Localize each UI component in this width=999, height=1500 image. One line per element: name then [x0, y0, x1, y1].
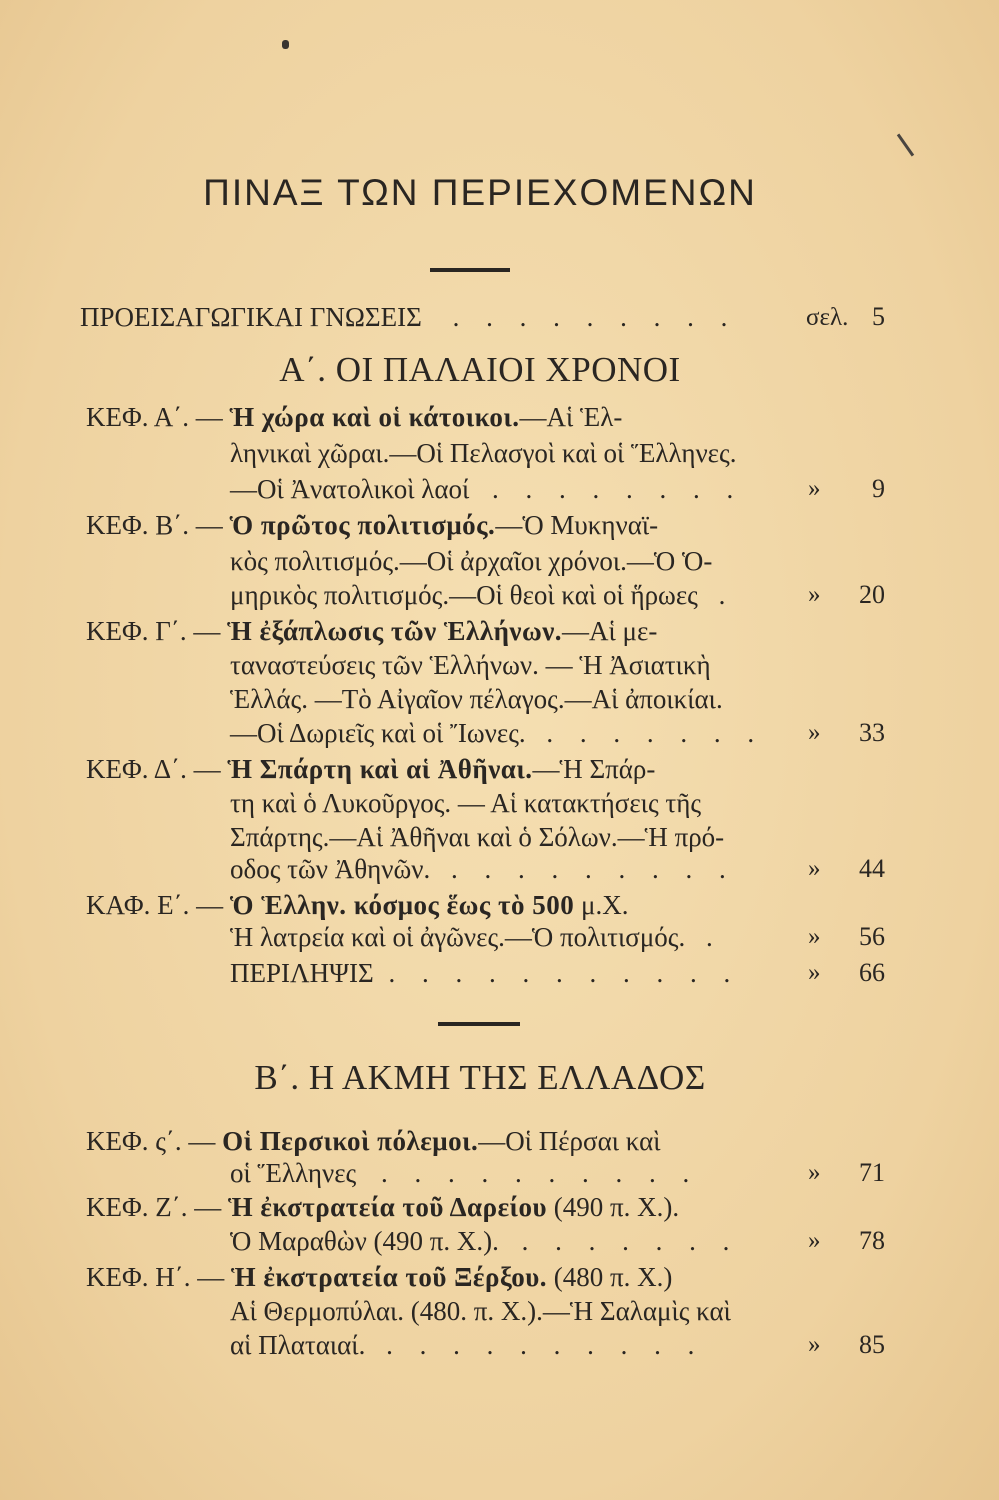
chapter-line: Αἱ Θερμοπύλαι. (480. π. Χ.).—Ἡ Σαλαμὶς καὶ [230, 1296, 731, 1326]
chapter-title: Ἡ χώρα καὶ οἱ κάτοικοι. [229, 402, 520, 432]
chapter-line: —Οἱ Ἀνατολικοὶ λαοί . . . . . . . . [230, 474, 744, 504]
intro-entry [80, 300, 737, 334]
chapter-line: Σπάρτης.—Αἱ Ἀθῆναι καὶ ὁ Σόλων.—Ἡ πρό- [230, 822, 725, 852]
ditto-mark: » [808, 855, 821, 882]
ditto-mark: » [808, 959, 821, 986]
chapter-line: ΚΕΦ. Η΄. — Ἡ ἐκστρατεία τοῦ Ξέρξου. (480 π. Χ.) [86, 1262, 673, 1292]
page-number: 9 [872, 474, 885, 503]
part-heading-a: Α΄. ΟΙ ΠΑΛΑΙΟΙ ΧΡΟΝΟΙ [279, 350, 681, 389]
divider [430, 268, 510, 272]
chapter-line: μηρικὸς πολιτισμός.—Οἱ θεοὶ καὶ οἱ ἥρωες . [230, 580, 736, 610]
chapter-title: Ἡ ἐκστρατεία τοῦ Δαρείου [227, 1192, 548, 1222]
chapter-line: οἱ Ἕλληνες . . . . . . . . . . [230, 1158, 700, 1188]
pencil-mark [897, 133, 914, 156]
chapter-line: ληνικαὶ χῶραι.—Οἱ Πελασγοὶ καὶ οἱ Ἕλληνες. [230, 438, 737, 468]
chapter-line: ΚΕΦ. Δ΄. — Ἡ Σπάρτη καὶ αἱ Ἀθῆναι.—Ἡ Σπάρ- [86, 754, 656, 784]
page-number: 44 [859, 854, 885, 883]
chapter-line: ΚΕΦ. Ζ΄. — Ἡ ἐκστρατεία τοῦ Δαρείου (490 π. Χ.). [86, 1192, 680, 1222]
page-number: 56 [859, 922, 885, 951]
ditto-mark: » [808, 719, 821, 746]
summary-entry: ΠΕΡΙΛΗΨΙΣ . . . . . . . . . . . [230, 958, 741, 988]
intro-label: ΠΡΟΕΙΣΑΓΩΓΙΚΑΙ ΓΝΩΣΕΙΣ [80, 302, 422, 332]
chapter-title: Ἡ Σπάρτη καὶ αἱ Ἀθῆναι. [227, 754, 533, 784]
ditto-mark: » [808, 581, 821, 608]
page-number: 78 [859, 1226, 885, 1255]
chapter-line: ΚΕΦ. Α΄. — Ἡ χώρα καὶ οἱ κάτοικοι.—Αἱ Ἑλ- [86, 402, 623, 432]
chapter-line: Ἡ λατρεία καὶ οἱ ἀγῶνες.—Ὁ πολιτισμός. . [230, 922, 723, 952]
ditto-mark: » [808, 1227, 821, 1254]
chapter-line: οδος τῶν Ἀθηνῶν. . . . . . . . . . [230, 854, 736, 884]
chapter-line: —Οἱ Δωριεῖς καὶ οἱ Ἴωνες. . . . . . . . [230, 718, 765, 748]
chapter-line: ΚΑΦ. Ε΄. — Ὁ Ἑλλην. κόσμος ἕως τὸ 500 μ.Χ. [86, 890, 629, 920]
page-label: σελ. [806, 304, 849, 331]
page-number: 71 [859, 1158, 885, 1187]
chapter-title: Ὁ Ἑλλην. κόσμος ἕως τὸ 500 [229, 890, 575, 920]
chapter-line: αἱ Πλαταιαί. . . . . . . . . . . [230, 1330, 705, 1360]
ditto-mark: » [808, 1159, 821, 1186]
chapter-line: κὸς πολιτισμός.—Οἱ ἀρχαῖοι χρόνοι.—Ὁ Ὁ- [230, 546, 713, 576]
chapter-title: Ἡ ἐκστρατεία τοῦ Ξέρξου. [230, 1262, 548, 1292]
ditto-mark: » [808, 1331, 821, 1358]
page-number: 33 [859, 718, 885, 747]
page-number: 20 [859, 580, 885, 609]
chapter-line: ΚΕΦ. Β΄. — Ὁ πρῶτος πολιτισμός.—Ὁ Μυκηναϊ- [86, 510, 659, 540]
chapter-title: Ἡ ἐξάπλωσις τῶν Ἑλλήνων. [227, 616, 563, 646]
page-number: 5 [872, 302, 885, 331]
leader-dots: . . . . . . . . . [452, 302, 738, 332]
chapter-line: Ὁ Μαραθὼν (490 π. Χ.). . . . . . . . [230, 1226, 740, 1256]
page-number: 66 [859, 958, 885, 987]
ditto-mark: » [808, 475, 821, 502]
divider [438, 1022, 520, 1026]
chapter-line: ΚΕΦ. ς΄. — Οἱ Περσικοὶ πόλεμοι.—Οἱ Πέρσαι καὶ [86, 1126, 661, 1156]
chapter-title: Ὁ πρῶτος πολιτισμός. [229, 510, 496, 540]
page-number: 85 [859, 1330, 885, 1359]
page-title: ΠΙΝΑΞ ΤΩΝ ΠΕΡΙΕΧΟΜΕΝΩΝ [203, 172, 757, 213]
ink-spot [282, 40, 289, 49]
chapter-title: Οἱ Περσικοὶ πόλεμοι. [222, 1126, 479, 1156]
part-heading-b: Β΄. Η ΑΚΜΗ ΤΗΣ ΕΛΛΑΔΟΣ [254, 1058, 706, 1097]
chapter-line: ΚΕΦ. Γ΄. — Ἡ ἐξάπλωσις τῶν Ἑλλήνων.—Αἱ με- [86, 616, 658, 646]
chapter-line: τη καὶ ὁ Λυκοῦργος. — Αἱ κατακτήσεις τῆς [230, 788, 702, 818]
chapter-line: Ἑλλάς. —Τὸ Αἰγαῖον πέλαγος.—Αἱ ἀποικίαι. [230, 684, 723, 714]
chapter-line: ταναστεύσεις τῶν Ἑλλήνων. — Ἡ Ἀσιατικὴ [230, 650, 711, 680]
ditto-mark: » [808, 923, 821, 950]
